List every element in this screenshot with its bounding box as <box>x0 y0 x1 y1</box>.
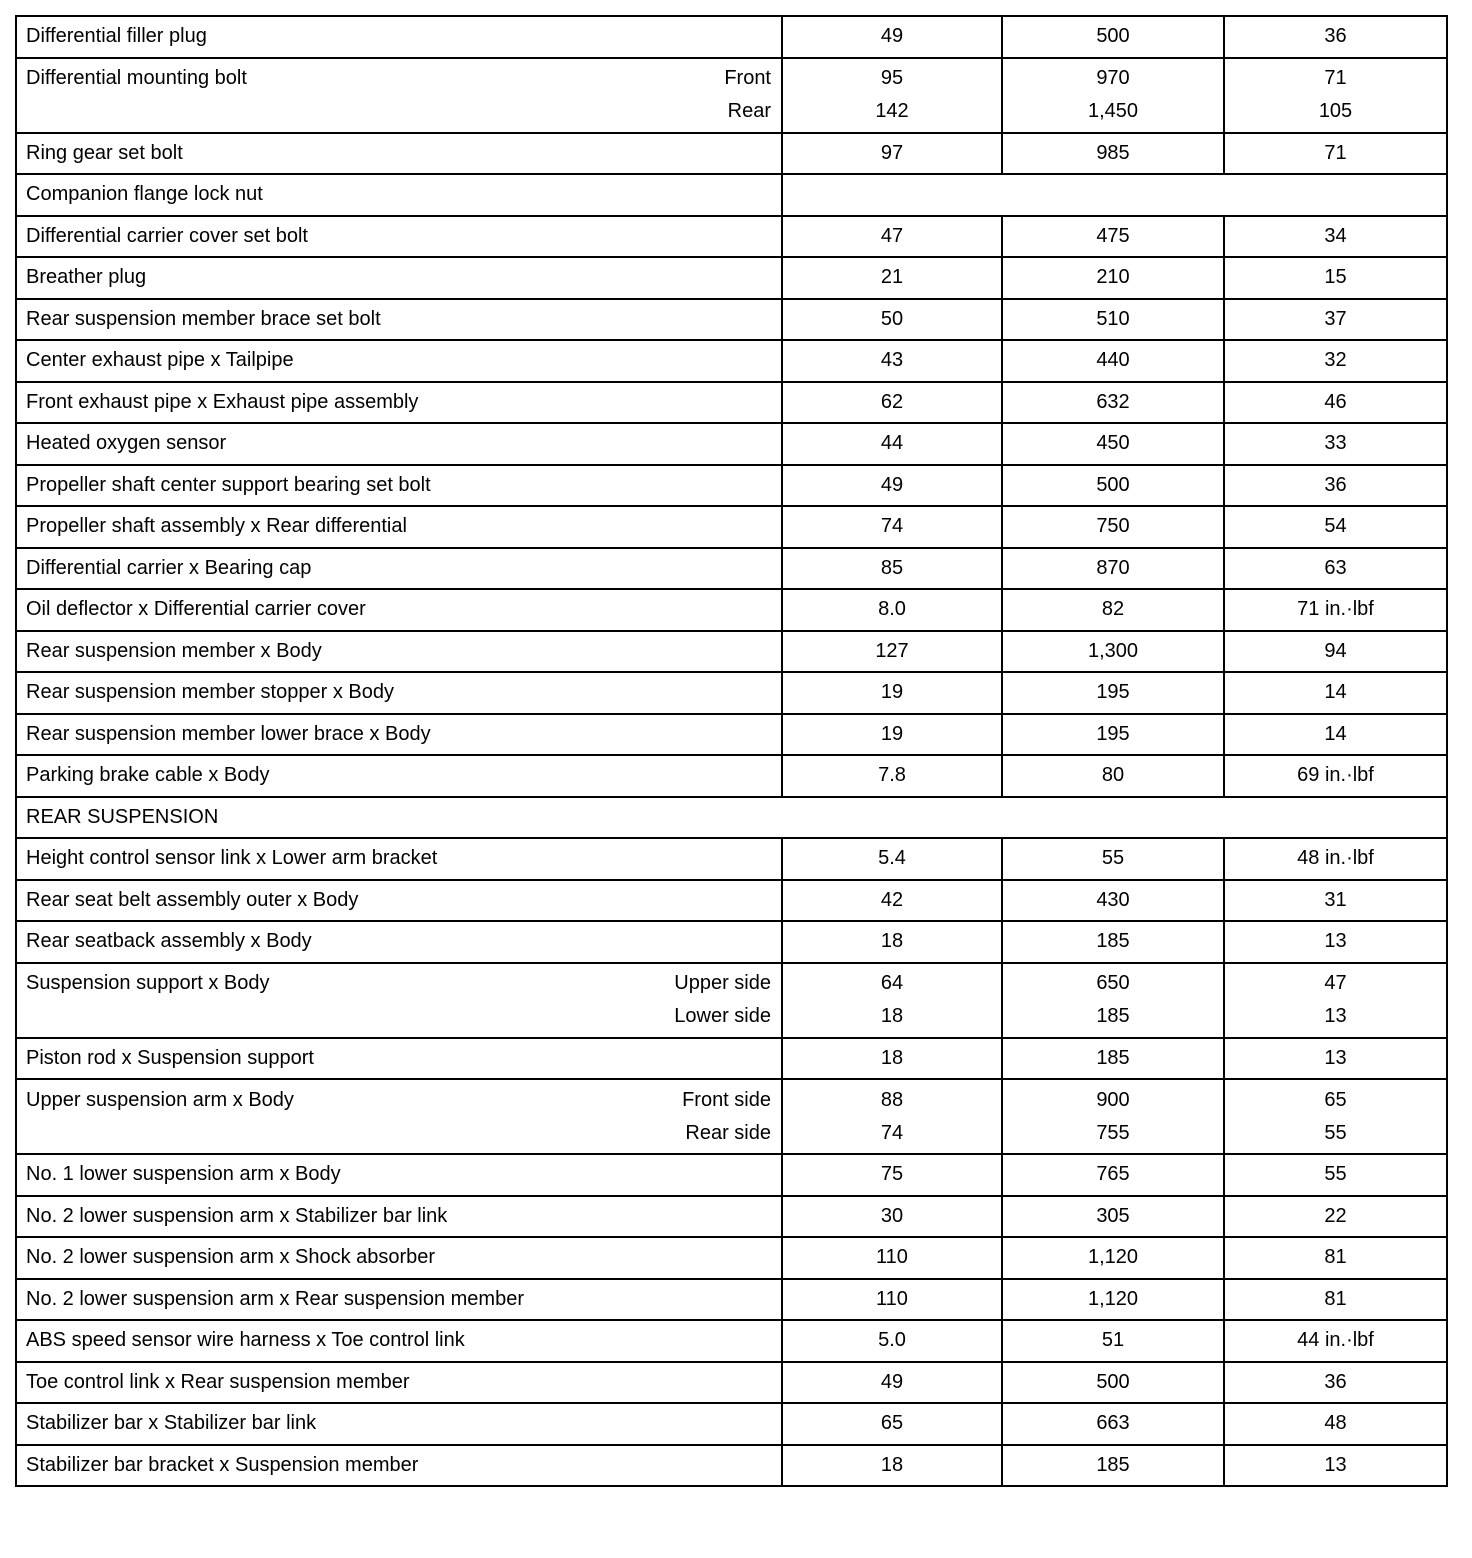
table-row <box>16 1445 1447 1487</box>
part-description: Differential filler plug <box>16 16 782 58</box>
torque-kgfcm-value: 185 <box>1002 1038 1224 1080</box>
torque-nm-value: 75 <box>782 1154 1002 1196</box>
part-description <box>16 58 782 133</box>
part-description: Piston rod x Suspension support <box>16 1038 782 1080</box>
table-row <box>16 921 1447 963</box>
part-description: Front exhaust pipe x Exhaust pipe assembly <box>16 382 782 424</box>
table-row <box>16 880 1447 922</box>
torque-ftlbf-value: 15 <box>1224 257 1447 299</box>
torque-ftlbf-value: 47 <box>1324 972 1347 994</box>
torque-kgfcm-value: 970 <box>1096 67 1130 89</box>
torque-kgfcm-value: 80 <box>1002 755 1224 797</box>
torque-ftlbf-value: 13 <box>1224 921 1447 963</box>
torque-ftlbf-value: 13 <box>1324 1005 1347 1027</box>
torque-nm-value: 110 <box>782 1237 1002 1279</box>
sub-position-label: Rear side <box>685 1121 771 1144</box>
torque-kgfcm-value: 475 <box>1002 216 1224 258</box>
torque-kgfcm-value: 440 <box>1002 340 1224 382</box>
torque-kgfcm-value: 185 <box>1096 1005 1130 1027</box>
torque-nm-value: 95 <box>880 67 904 89</box>
torque-ftlbf-value: 69 in.·lbf <box>1224 755 1447 797</box>
torque-nm-value-cell <box>782 963 1002 1038</box>
torque-nm-value: 74 <box>880 1121 904 1144</box>
table-row <box>16 1079 1447 1154</box>
torque-kgfcm-value-cell <box>1002 1079 1224 1154</box>
torque-ftlbf-value: 105 <box>1318 100 1353 122</box>
part-description <box>16 963 782 1038</box>
torque-nm-value: 64 <box>880 972 904 994</box>
torque-ftlbf-value: 14 <box>1224 672 1447 714</box>
torque-ftlbf-value: 48 <box>1224 1403 1447 1445</box>
torque-nm-value: 7.8 <box>782 755 1002 797</box>
part-description: Oil deflector x Differential carrier cover <box>16 589 782 631</box>
torque-ftlbf-value-cell <box>1224 1079 1447 1154</box>
table-row <box>16 1154 1447 1196</box>
part-description: No. 2 lower suspension arm x Rear suspension member <box>16 1279 782 1321</box>
torque-nm-value: 18 <box>782 921 1002 963</box>
part-description: Center exhaust pipe x Tailpipe <box>16 340 782 382</box>
part-description: Rear suspension member brace set bolt <box>16 299 782 341</box>
torque-nm-value: 49 <box>782 16 1002 58</box>
table-row <box>16 216 1447 258</box>
torque-ftlbf-value: 36 <box>1224 1362 1447 1404</box>
torque-nm-value: 110 <box>782 1279 1002 1321</box>
sub-position-label: Lower side <box>674 1005 771 1027</box>
table-row <box>16 1403 1447 1445</box>
torque-kgfcm-value: 500 <box>1002 16 1224 58</box>
torque-kgfcm-value: 500 <box>1002 1362 1224 1404</box>
torque-ftlbf-value: 63 <box>1224 548 1447 590</box>
torque-ftlbf-value: 54 <box>1224 506 1447 548</box>
torque-nm-value: 65 <box>782 1403 1002 1445</box>
torque-nm-value: 85 <box>782 548 1002 590</box>
part-description: Parking brake cable x Body <box>16 755 782 797</box>
sub-position-label: Rear <box>727 100 771 122</box>
torque-nm-value: 142 <box>875 100 909 122</box>
torque-nm-value: 30 <box>782 1196 1002 1238</box>
torque-nm-value: 19 <box>782 714 1002 756</box>
torque-ftlbf-value: 55 <box>1224 1154 1447 1196</box>
sub-position-label: Front <box>724 67 771 89</box>
table-row <box>16 963 1447 1038</box>
table-row <box>16 838 1447 880</box>
table-row <box>16 797 1447 839</box>
table-row <box>16 16 1447 58</box>
part-label: Differential mounting bolt <box>26 67 247 89</box>
torque-ftlbf-value: 65 <box>1324 1088 1347 1111</box>
table-row <box>16 755 1447 797</box>
part-description: Propeller shaft assembly x Rear differential <box>16 506 782 548</box>
torque-kgfcm-value: 1,450 <box>1087 100 1139 122</box>
torque-nm-value: 42 <box>782 880 1002 922</box>
torque-ftlbf-value: 71 in.·lbf <box>1224 589 1447 631</box>
table-row <box>16 1196 1447 1238</box>
torque-nm-value: 88 <box>880 1088 904 1111</box>
torque-kgfcm-value: 82 <box>1002 589 1224 631</box>
table-row <box>16 257 1447 299</box>
torque-nm-value: 62 <box>782 382 1002 424</box>
part-label: Upper suspension arm x Body <box>26 1088 294 1111</box>
part-description: Rear suspension member x Body <box>16 631 782 673</box>
torque-nm-value: 18 <box>880 1005 904 1027</box>
table-row <box>16 589 1447 631</box>
torque-ftlbf-value: 81 <box>1224 1237 1447 1279</box>
part-description: Toe control link x Rear suspension member <box>16 1362 782 1404</box>
part-description: Rear suspension member lower brace x Body <box>16 714 782 756</box>
part-description: Height control sensor link x Lower arm bracket <box>16 838 782 880</box>
part-description: Differential carrier x Bearing cap <box>16 548 782 590</box>
torque-kgfcm-value: 430 <box>1002 880 1224 922</box>
torque-ftlbf-value-cell <box>1224 58 1447 133</box>
torque-nm-value: 21 <box>782 257 1002 299</box>
torque-nm-value: 5.0 <box>782 1320 1002 1362</box>
torque-kgfcm-value: 1,120 <box>1002 1279 1224 1321</box>
torque-ftlbf-value: 55 <box>1324 1121 1347 1144</box>
torque-nm-value: 97 <box>782 133 1002 175</box>
table-row <box>16 1279 1447 1321</box>
torque-kgfcm-value: 1,120 <box>1002 1237 1224 1279</box>
torque-kgfcm-value: 870 <box>1002 548 1224 590</box>
table-row <box>16 1362 1447 1404</box>
torque-kgfcm-value: 650 <box>1096 972 1130 994</box>
part-description: Stabilizer bar x Stabilizer bar link <box>16 1403 782 1445</box>
sub-position-list <box>682 1084 771 1150</box>
part-description: Propeller shaft center support bearing set bolt <box>16 465 782 507</box>
table-row <box>16 672 1447 714</box>
part-description: Breather plug <box>16 257 782 299</box>
table-row <box>16 299 1447 341</box>
torque-spec-table <box>15 15 1448 1487</box>
torque-ftlbf-value-cell <box>1224 963 1447 1038</box>
torque-ftlbf-value: 32 <box>1224 340 1447 382</box>
torque-ftlbf-value: 81 <box>1224 1279 1447 1321</box>
torque-ftlbf-value: 44 in.·lbf <box>1224 1320 1447 1362</box>
torque-kgfcm-value: 750 <box>1002 506 1224 548</box>
torque-kgfcm-value: 632 <box>1002 382 1224 424</box>
torque-nm-value: 19 <box>782 672 1002 714</box>
sub-position-list <box>674 967 771 1033</box>
torque-kgfcm-value: 185 <box>1002 921 1224 963</box>
torque-nm-value-cell <box>782 58 1002 133</box>
torque-kgfcm-value-cell <box>1002 58 1224 133</box>
torque-ftlbf-value: 37 <box>1224 299 1447 341</box>
table-row <box>16 506 1447 548</box>
table-row <box>16 1038 1447 1080</box>
sub-position-list <box>724 62 771 128</box>
torque-nm-value: 127 <box>782 631 1002 673</box>
table-row <box>16 631 1447 673</box>
torque-nm-value: 50 <box>782 299 1002 341</box>
torque-kgfcm-value: 450 <box>1002 423 1224 465</box>
torque-nm-value: 5.4 <box>782 838 1002 880</box>
torque-ftlbf-value: 36 <box>1224 465 1447 507</box>
part-description: Rear seatback assembly x Body <box>16 921 782 963</box>
torque-kgfcm-value: 195 <box>1002 714 1224 756</box>
section-heading: REAR SUSPENSION <box>16 797 1447 839</box>
table-row <box>16 548 1447 590</box>
part-description: ABS speed sensor wire harness x Toe control link <box>16 1320 782 1362</box>
table-row <box>16 1320 1447 1362</box>
torque-ftlbf-value: 46 <box>1224 382 1447 424</box>
torque-kgfcm-value: 765 <box>1002 1154 1224 1196</box>
torque-ftlbf-value: 14 <box>1224 714 1447 756</box>
part-description: Ring gear set bolt <box>16 133 782 175</box>
torque-kgfcm-value: 755 <box>1096 1121 1130 1144</box>
torque-ftlbf-value: 31 <box>1224 880 1447 922</box>
torque-kgfcm-value: 663 <box>1002 1403 1224 1445</box>
torque-ftlbf-value: 33 <box>1224 423 1447 465</box>
part-description: No. 2 lower suspension arm x Shock absorber <box>16 1237 782 1279</box>
part-description: Differential carrier cover set bolt <box>16 216 782 258</box>
torque-ftlbf-value: 36 <box>1224 16 1447 58</box>
torque-nm-value-cell <box>782 1079 1002 1154</box>
torque-kgfcm-value: 51 <box>1002 1320 1224 1362</box>
torque-ftlbf-value: 34 <box>1224 216 1447 258</box>
torque-kgfcm-value: 305 <box>1002 1196 1224 1238</box>
table-row <box>16 714 1447 756</box>
torque-kgfcm-value: 195 <box>1002 672 1224 714</box>
sub-position-label: Front side <box>682 1088 771 1111</box>
torque-nm-value: 18 <box>782 1445 1002 1487</box>
table-row <box>16 174 1447 216</box>
torque-ftlbf-value: 71 <box>1224 133 1447 175</box>
table-row <box>16 133 1447 175</box>
torque-kgfcm-value: 55 <box>1002 838 1224 880</box>
table-row <box>16 340 1447 382</box>
part-description: Companion flange lock nut <box>16 174 782 216</box>
part-description: Heated oxygen sensor <box>16 423 782 465</box>
torque-kgfcm-value: 185 <box>1002 1445 1224 1487</box>
torque-ftlbf-value: 71 <box>1324 67 1347 89</box>
torque-kgfcm-value: 500 <box>1002 465 1224 507</box>
part-description: Stabilizer bar bracket x Suspension member <box>16 1445 782 1487</box>
torque-spec-body <box>16 16 1447 1486</box>
part-description: No. 1 lower suspension arm x Body <box>16 1154 782 1196</box>
torque-kgfcm-value: 900 <box>1096 1088 1130 1111</box>
torque-nm-value: 44 <box>782 423 1002 465</box>
part-description: Rear seat belt assembly outer x Body <box>16 880 782 922</box>
torque-kgfcm-value: 985 <box>1002 133 1224 175</box>
torque-nm-value: 18 <box>782 1038 1002 1080</box>
torque-kgfcm-value: 510 <box>1002 299 1224 341</box>
part-description: Rear suspension member stopper x Body <box>16 672 782 714</box>
torque-ftlbf-value: 22 <box>1224 1196 1447 1238</box>
sub-position-label: Upper side <box>674 972 771 994</box>
part-description-wrap <box>26 967 781 1033</box>
empty-value-cell <box>782 174 1447 216</box>
torque-ftlbf-value: 94 <box>1224 631 1447 673</box>
torque-kgfcm-value-cell <box>1002 963 1224 1038</box>
part-label: Suspension support x Body <box>26 972 270 994</box>
table-row <box>16 423 1447 465</box>
table-row <box>16 465 1447 507</box>
torque-kgfcm-value: 1,300 <box>1002 631 1224 673</box>
table-row <box>16 382 1447 424</box>
table-row <box>16 1237 1447 1279</box>
part-description-wrap <box>26 62 781 128</box>
part-description: No. 2 lower suspension arm x Stabilizer bar link <box>16 1196 782 1238</box>
torque-nm-value: 49 <box>782 465 1002 507</box>
torque-nm-value: 74 <box>782 506 1002 548</box>
torque-nm-value: 43 <box>782 340 1002 382</box>
torque-nm-value: 49 <box>782 1362 1002 1404</box>
part-description-wrap <box>26 1084 781 1150</box>
torque-ftlbf-value: 48 in.·lbf <box>1224 838 1447 880</box>
table-row <box>16 58 1447 133</box>
part-description <box>16 1079 782 1154</box>
torque-ftlbf-value: 13 <box>1224 1445 1447 1487</box>
torque-nm-value: 8.0 <box>782 589 1002 631</box>
torque-kgfcm-value: 210 <box>1002 257 1224 299</box>
torque-ftlbf-value: 13 <box>1224 1038 1447 1080</box>
torque-nm-value: 47 <box>782 216 1002 258</box>
